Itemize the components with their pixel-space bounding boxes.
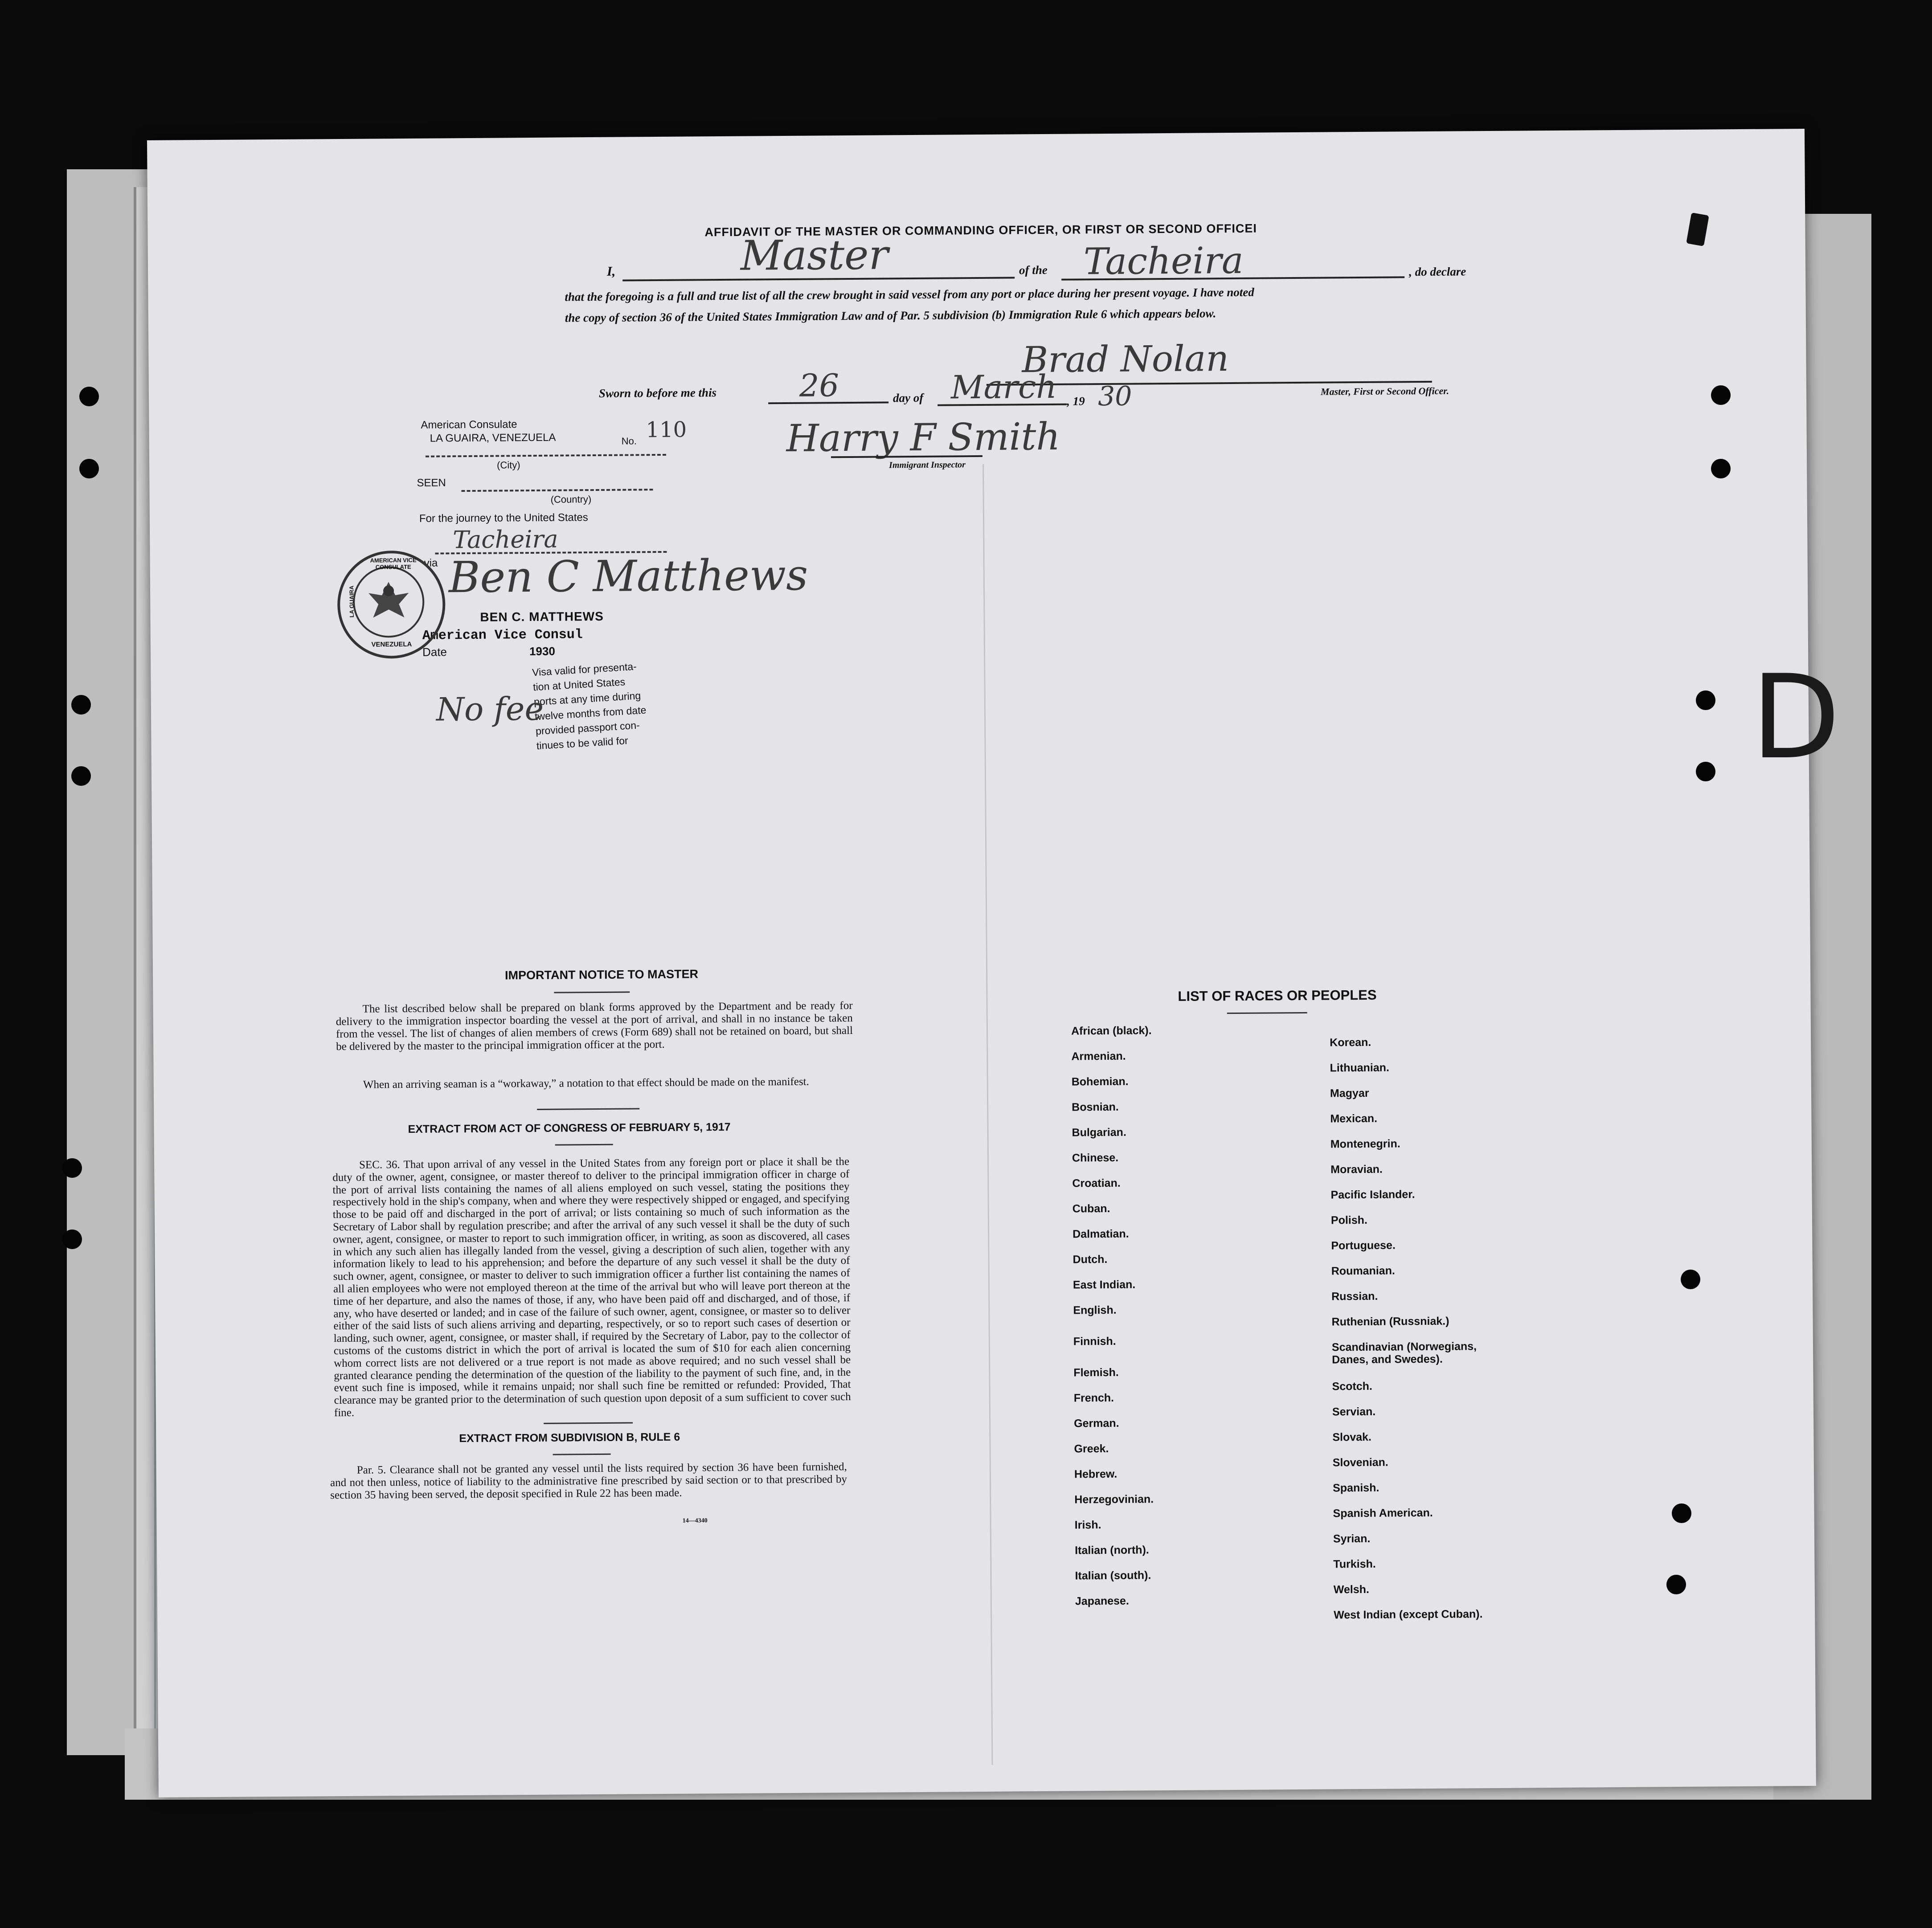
visa-city: LA GUAIRA, VENEZUELA xyxy=(430,431,556,445)
race-item: Spanish American. xyxy=(1333,1506,1433,1520)
visa-date-label: Date xyxy=(422,645,447,659)
race-item: Finnish. xyxy=(1073,1335,1116,1348)
sworn-day-word: day of xyxy=(892,391,924,405)
inspector-signature: Harry F Smith xyxy=(786,414,1060,460)
race-item: Roumanian. xyxy=(1331,1264,1395,1278)
race-item: Polish. xyxy=(1330,1213,1368,1227)
races-rule xyxy=(1227,1012,1307,1014)
sworn-day-hand: 26 xyxy=(799,367,839,404)
race-item: Mexican. xyxy=(1330,1112,1378,1125)
race-item: Russian. xyxy=(1331,1290,1378,1303)
race-item: Pacific Islander. xyxy=(1330,1188,1415,1201)
notice-rule-2 xyxy=(537,1108,639,1110)
visa-no-hand: 110 xyxy=(646,417,687,443)
punch-hole xyxy=(1711,385,1731,405)
punch-hole xyxy=(1711,459,1731,478)
visa-consulate: American Consulate xyxy=(421,418,517,431)
affidavit-name-hand: Master xyxy=(740,231,888,280)
notice-para-1: The list described below shall be prepared on blank forms approved by the Department and be ready for delivery to the immigration inspector boarding the vessel at the port of arrival, and shall in no instance be taken from the vessel. The list of changes of alien members of crews (Form 689) shall not be retained on board, but shall be delivered by the master to the principal immigration officer at the port. xyxy=(336,999,853,1053)
punch-hole xyxy=(1672,1503,1691,1523)
races-right-column xyxy=(1330,1035,1539,1634)
seal-side-text: LA GUAIRA xyxy=(348,585,355,618)
affidavit-line-3: the copy of section 36 of the United States Immigration Law and of Par. 5 subdivision (b) Immigration Rule 6 which appears below. xyxy=(565,306,1216,325)
no-fee-hand: No fee xyxy=(436,690,544,728)
race-item: Moravian. xyxy=(1330,1163,1383,1176)
race-item: Croatian. xyxy=(1072,1176,1121,1190)
affidavit-title: AFFIDAVIT OF THE MASTER OR COMMANDING OFFICER, OR FIRST OR SECOND OFFICEI xyxy=(704,221,1257,239)
race-item: Italian (north). xyxy=(1075,1544,1149,1557)
race-item: Magyar xyxy=(1330,1087,1369,1100)
race-item: Dutch. xyxy=(1072,1253,1108,1266)
consul-name: BEN C. MATTHEWS xyxy=(480,609,604,624)
visa-valid-line: tion at United States xyxy=(532,676,626,693)
visa-seen: SEEN xyxy=(417,477,446,489)
extract-rule-rule xyxy=(553,1454,611,1455)
consul-signature: Ben C Matthews xyxy=(448,550,808,603)
punch-hole xyxy=(71,695,91,715)
extract-rule-heading: EXTRACT FROM SUBDIVISION B, RULE 6 xyxy=(459,1430,680,1445)
race-item: Scotch. xyxy=(1332,1380,1372,1393)
sworn-month-hand: March xyxy=(950,368,1057,406)
punch-hole xyxy=(79,459,99,478)
race-item: Irish. xyxy=(1074,1519,1101,1532)
notice-rule xyxy=(554,991,630,993)
extract-rule-rule-top xyxy=(544,1422,633,1424)
visa-journey-hand: Tacheira xyxy=(453,525,558,554)
race-item: Italian (south). xyxy=(1075,1569,1151,1582)
race-item: Bohemian. xyxy=(1071,1075,1129,1088)
master-signature: Brad Nolan xyxy=(1022,338,1229,381)
visa-date-value: 1930 xyxy=(529,644,555,658)
affidavit-vessel-hand: Tacheira xyxy=(1083,239,1244,283)
visa-city-line xyxy=(426,454,666,457)
inspector-caption: Immigrant Inspector xyxy=(889,460,966,470)
seal-bottom-text: VENEZUELA xyxy=(371,640,412,649)
races-heading: LIST OF RACES OR PEOPLES xyxy=(1178,987,1377,1004)
punch-hole xyxy=(62,1158,82,1178)
visa-valid-line: Visa valid for presenta- xyxy=(532,660,637,678)
race-item: Flemish. xyxy=(1073,1366,1119,1379)
race-item: French. xyxy=(1073,1391,1114,1405)
extract-act-rule xyxy=(555,1144,613,1146)
par-5-text: Par. 5. Clearance shall not be granted any vessel until the lists required by section 36 have been furnished, and not then unless, notice of liability to the administrative fine prescribed by said section or to that prescribed by section 35 having been served, the deposit specified in Rule 22 has been made. xyxy=(330,1461,847,1502)
punch-hole xyxy=(1696,690,1715,710)
race-item: Slovenian. xyxy=(1332,1456,1388,1469)
visa-journey: For the journey to the United States xyxy=(419,511,588,525)
race-item: Japanese. xyxy=(1075,1594,1129,1608)
extract-act-heading: EXTRACT FROM ACT OF CONGRESS OF FEBRUARY 5, 1917 xyxy=(408,1120,731,1136)
punch-hole xyxy=(71,766,91,786)
race-item: Cuban. xyxy=(1072,1202,1110,1215)
affidavit-i: I, xyxy=(606,264,616,279)
punch-hole xyxy=(1666,1575,1686,1594)
master-signature-caption: Master, First or Second Officer. xyxy=(1320,385,1449,397)
race-item: Herzegovinian. xyxy=(1074,1493,1154,1506)
race-item: Korean. xyxy=(1330,1036,1371,1049)
race-item: Lithuanian. xyxy=(1330,1061,1390,1074)
race-item: Syrian. xyxy=(1333,1532,1371,1545)
visa-country-caption: (Country) xyxy=(550,494,592,505)
visa-valid-line: tinues to be valid for xyxy=(536,735,629,752)
race-item: Servian. xyxy=(1332,1405,1376,1418)
race-item: West Indian (except Cuban). xyxy=(1334,1608,1483,1622)
race-item: Portuguese. xyxy=(1331,1239,1396,1252)
consul-title: American Vice Consul xyxy=(422,627,583,644)
visa-valid-line: twelve months from date xyxy=(534,704,647,723)
punch-hole xyxy=(79,387,99,406)
form-number: 14—4340 xyxy=(682,1517,708,1524)
sworn-year-prefix: , 19 xyxy=(1067,394,1085,408)
notice-heading: IMPORTANT NOTICE TO MASTER xyxy=(505,967,699,982)
margin-letter-d: D xyxy=(1751,650,1841,785)
notice-para-2: When an arriving seaman is a “workaway,” a notation to that effect should be made on the manifest. xyxy=(363,1075,809,1091)
visa-valid-line: ports at any time during xyxy=(533,690,641,708)
visa-via: via xyxy=(424,557,438,569)
punch-hole xyxy=(62,1230,82,1249)
punch-hole xyxy=(1681,1270,1700,1289)
race-item: Ruthenian (Russniak.) xyxy=(1331,1315,1449,1328)
races-left-column xyxy=(1071,1024,1253,1621)
visa-no-label: No. xyxy=(621,435,637,447)
race-item: Welsh. xyxy=(1333,1583,1369,1596)
race-item: Bulgarian. xyxy=(1072,1126,1126,1139)
race-item: Scandinavian (Norwegians, Danes, and Swedes). xyxy=(1331,1340,1477,1366)
race-item: Greek. xyxy=(1074,1442,1109,1455)
affidavit-line-2: that the foregoing is a full and true list of all the crew brought in said vessel from any port or place during her present voyage. I have noted xyxy=(565,285,1254,304)
visa-city-caption: (City) xyxy=(497,459,520,471)
consular-seal xyxy=(337,550,446,659)
section-36-text: SEC. 36. That upon arrival of any vessel in the United States from any foreign port or place it shall be the duty of the owner, agent, consignee, or master thereof to deliver to the principal immigration officer in charge of the port of arrival lists containing the names of all aliens employed on such vessel, stating the positions they respectively hold in the ship's company, when and where they were respectively shipped or engaged, and specifying those to be paid off and discharged in the port of arrival; or lists containing so much of such information as the Secretary of Labor shall by regulation prescribe; and after the arrival of any such vessel it shall be the duty of such owner, agent, consignee, or master to report to such immigration officer, in writing, as soon as discovered, all cases in which any such alien has illegally landed from the vessel, giving a description of such alien, together with any information likely to lead to his apprehension; and before the departure of any such vessel it shall be the duty of such owner, agent, consignee, or master to deliver to such immigration officer a further list containing the names of all alien employees who were not employed thereon at the time of the arrival but who will leave port thereon at the time of her departure, and also the names of those, if any, who have been paid off and discharged, and of those, if any, who have deserted or landed; and in case of the failure of such owner, agent, consignee, or master so to deliver either of the said lists of such aliens arriving and departing, respectively, or so to report such cases of desertion or landing, such owner, agent, consignee, or master shall, if required by the Secretary of Labor, pay to the collector of customs of the customs district in which the port of arrival is located the sum of $10 for each alien concerning whom correct lists are not delivered or a true report is not made as above required; and no such vessel shall be granted clearance pending the determination of the question of the liability to the payment of such fine, and, in the event such fine is imposed, while it remains unpaid; nor shall such fine be remitted or refunded: Provided, That clearance may be granted prior to the determination of such question upon deposit of a sum sufficient to cover such fine. xyxy=(332,1156,851,1419)
affidavit-of-the: of the xyxy=(1019,263,1048,277)
race-item: Montenegrin. xyxy=(1330,1137,1400,1151)
sworn-year-hand: 30 xyxy=(1097,380,1132,413)
race-item: Slovak. xyxy=(1332,1430,1372,1444)
visa-valid-line: provided passport con- xyxy=(535,719,640,737)
race-item: Hebrew. xyxy=(1074,1467,1117,1481)
race-item: East Indian. xyxy=(1072,1278,1136,1291)
document-page xyxy=(147,129,1816,1797)
race-item: Turkish. xyxy=(1333,1557,1376,1571)
race-item: German. xyxy=(1074,1417,1119,1430)
race-item: Dalmatian. xyxy=(1072,1227,1129,1241)
race-item: English. xyxy=(1073,1303,1117,1317)
sworn-text: Sworn to before me this xyxy=(598,386,717,400)
visa-valid-block xyxy=(532,656,697,753)
page-fold xyxy=(982,464,993,1765)
race-item: African (black). xyxy=(1071,1024,1152,1038)
seal-top-text: AMERICAN VICE CONSULATE xyxy=(370,556,417,571)
visa-country-line xyxy=(461,489,653,492)
punch-hole xyxy=(1696,762,1715,781)
race-item: Chinese. xyxy=(1072,1151,1119,1164)
affidavit-do-declare: , do declare xyxy=(1409,265,1466,279)
race-item: Armenian. xyxy=(1071,1050,1126,1063)
race-item: Spanish. xyxy=(1333,1481,1379,1495)
race-item: Bosnian. xyxy=(1072,1100,1119,1114)
